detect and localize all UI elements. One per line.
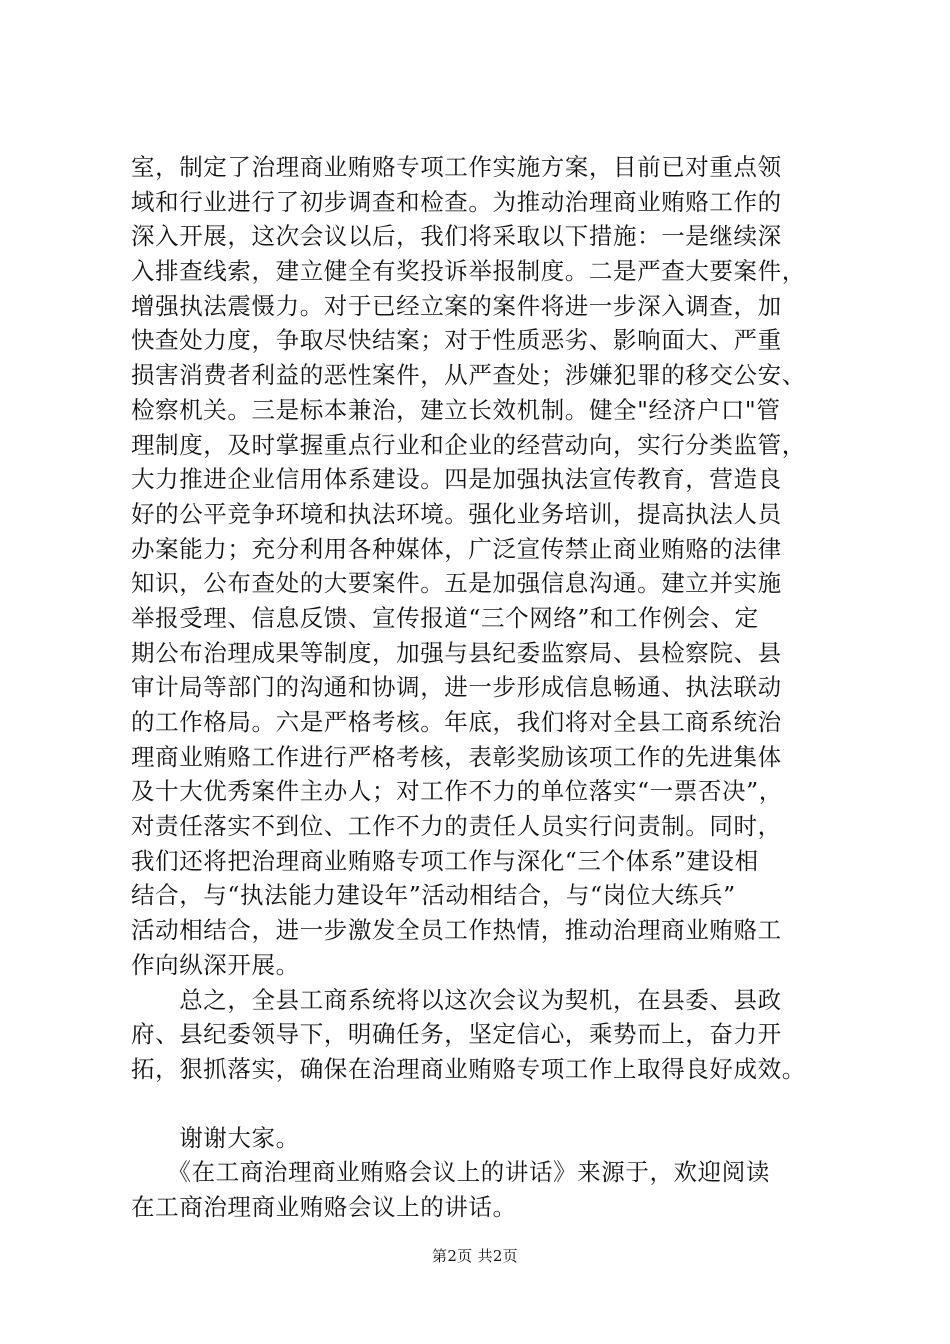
thanks-line: 谢谢大家。 <box>131 1123 300 1152</box>
text-line: 总之，全县工商系统将以这次会议为契机，在县委、县政 <box>131 985 782 1014</box>
text-line: 对责任落实不到位、工作不力的责任人员实行问责制。同时， <box>131 812 782 841</box>
text-line: 理制度，及时掌握重点行业和企业的经营动向，实行分类监管， <box>131 430 806 459</box>
text-line: 的工作格局。六是严格考核。年底，我们将对全县工商系统治 <box>131 708 782 736</box>
text-line: 损害消费者利益的恶性案件，从严查处；涉嫌犯罪的移交公安、 <box>131 361 806 390</box>
text-line: 期公布治理成果等制度，加强与县纪委监察局、县检察院、县 <box>131 638 782 667</box>
paragraph-gap <box>131 1087 831 1121</box>
text-line: 我们还将把治理商业贿赂专项工作与深化“三个体系”建设相 <box>131 846 759 875</box>
text-line: 检察机关。三是标本兼治，建立长效机制。健全"经济户口"管 <box>131 395 781 424</box>
source-line: 《在工商治理商业贿赂会议上的讲话》来源于，欢迎阅读 <box>131 1158 770 1187</box>
source-line: 在工商治理商业贿赂会议上的讲话。 <box>131 1192 517 1221</box>
text-line: 审计局等部门的沟通和协调，进一步形成信息畅通、执法联动 <box>131 673 782 702</box>
text-line: 好的公平竞争环境和执法环境。强化业务培训，提高执法人员 <box>131 499 782 528</box>
text-line: 室，制定了治理商业贿赂专项工作实施方案，目前已对重点领 <box>131 153 782 181</box>
text-line: 域和行业进行了初步调查和检查。为推动治理商业贿赂工作的 <box>131 187 782 216</box>
text-line: 大力推进企业信用体系建设。四是加强执法宣传教育，营造良 <box>131 465 782 494</box>
text-line: 快查处力度，争取尽快结案；对于性质恶劣、影响面大、严重 <box>131 326 782 355</box>
text-line: 入排查线索，建立健全有奖投诉举报制度。二是严查大要案件， <box>131 257 806 286</box>
text-line: 及十大优秀案件主办人；对工作不力的单位落实“一票否决”， <box>131 777 783 806</box>
text-line: 知识，公布查处的大要案件。五是加强信息沟通。建立并实施 <box>131 569 782 598</box>
text-line: 理商业贿赂工作进行严格考核，表彰奖励该项工作的先进集体 <box>131 742 782 771</box>
page-number-footer: 第2页 共2页 <box>432 1247 518 1265</box>
text-line: 办案能力；充分利用各种媒体，广泛宣传禁止商业贿赂的法律 <box>131 534 782 563</box>
document-body <box>131 150 831 1225</box>
text-line: 结合，与“执法能力建设年”活动相结合，与“岗位大练兵” <box>131 881 736 910</box>
text-line: 活动相结合，进一步激发全员工作热情，推动治理商业贿赂工 <box>131 916 782 945</box>
text-line: 府、县纪委领导下，明确任务，坚定信心，乘势而上，奋力开 <box>131 1020 782 1049</box>
text-line: 举报受理、信息反馈、宣传报道“三个网络”和工作例会、定 <box>131 603 759 632</box>
text-line: 增强执法震慑力。对于已经立案的案件将进一步深入调查，加 <box>131 291 782 320</box>
text-line: 作向纵深开展。 <box>131 950 300 979</box>
text-line: 拓，狠抓落实，确保在治理商业贿赂专项工作上取得良好成效。 <box>131 1054 806 1083</box>
text-line: 深入开展，这次会议以后，我们将采取以下措施：一是继续深 <box>131 222 782 251</box>
